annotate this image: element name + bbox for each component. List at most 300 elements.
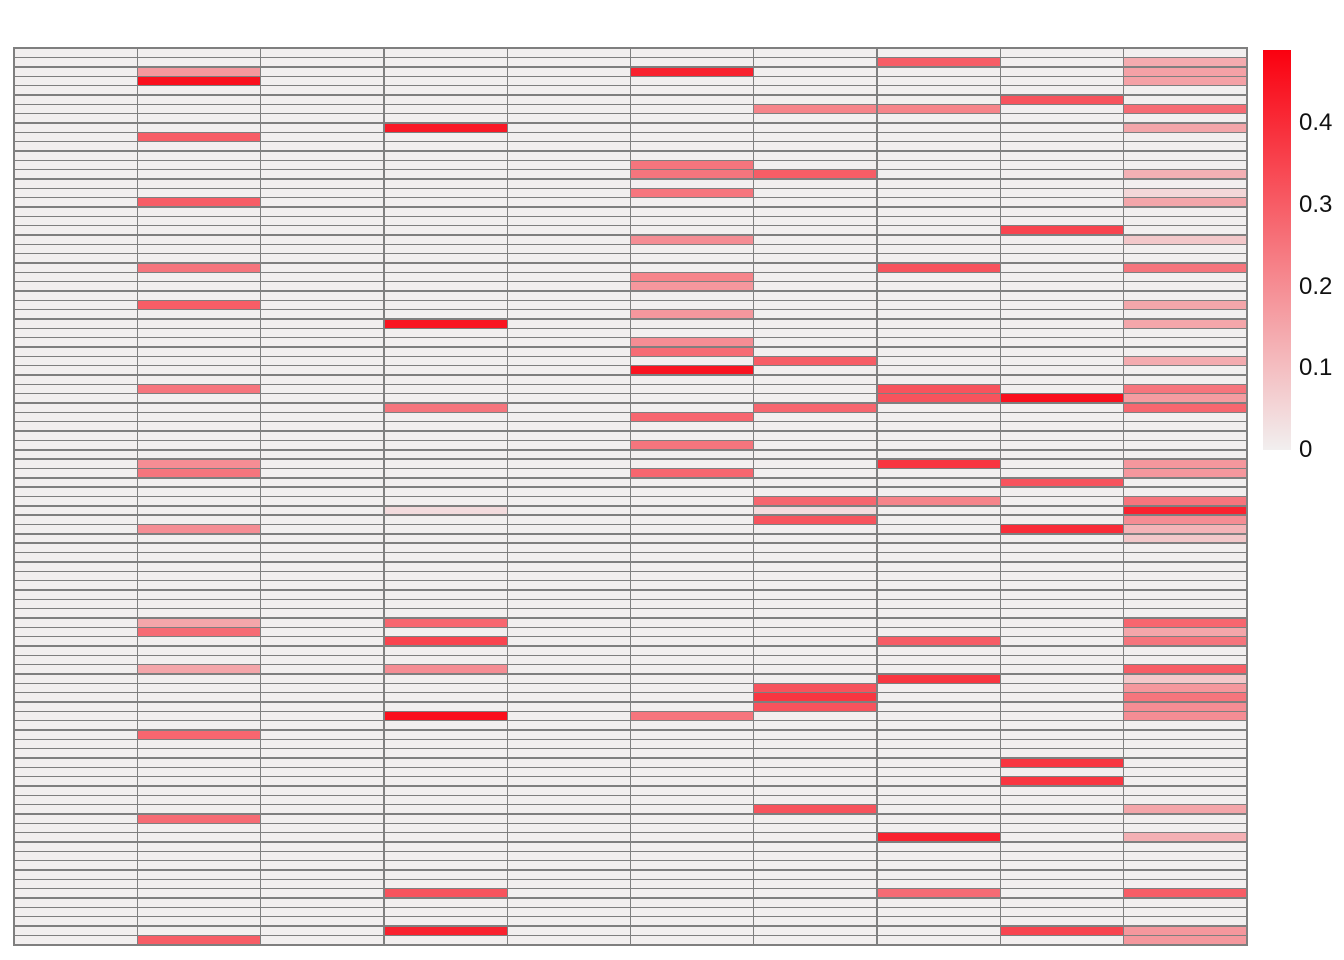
heatmap-cell	[754, 553, 876, 561]
heatmap-cell	[1001, 142, 1123, 150]
heatmap-cell	[385, 264, 507, 272]
heatmap-cell	[1124, 815, 1246, 823]
heatmap-cell	[385, 572, 507, 580]
heatmap-cell	[754, 815, 876, 823]
heatmap-cell	[138, 124, 260, 132]
heatmap-cell	[1001, 805, 1123, 813]
heatmap-cell	[1124, 226, 1246, 234]
heatmap-cell	[1001, 553, 1123, 561]
heatmap-cell	[631, 469, 753, 477]
heatmap-cell	[1001, 86, 1123, 94]
heatmap-cell	[878, 460, 1000, 468]
heatmap-cell	[631, 507, 753, 515]
heatmap-cell	[1001, 852, 1123, 860]
heatmap-cell	[15, 422, 137, 430]
heatmap-cell	[631, 68, 753, 76]
heatmap-cell	[261, 189, 383, 197]
heatmap-cell	[261, 684, 383, 692]
heatmap-cell	[1124, 180, 1246, 188]
heatmap-cell	[261, 86, 383, 94]
heatmap-cell	[385, 413, 507, 421]
heatmap-cell	[508, 553, 630, 561]
heatmap-cell	[261, 413, 383, 421]
heatmap-cell	[1124, 843, 1246, 851]
heatmap-cell	[631, 217, 753, 225]
heatmap-cell	[1001, 105, 1123, 113]
heatmap-cell	[385, 675, 507, 683]
heatmap-cell	[754, 768, 876, 776]
heatmap-cell	[138, 936, 260, 944]
heatmap-cell	[1001, 254, 1123, 262]
heatmap-cell	[754, 161, 876, 169]
heatmap-cell	[508, 572, 630, 580]
heatmap-cell	[1124, 376, 1246, 384]
heatmap-cell	[1124, 451, 1246, 459]
heatmap-cell	[385, 198, 507, 206]
heatmap-cell	[261, 161, 383, 169]
heatmap-cell	[878, 721, 1000, 729]
heatmap-cell	[754, 693, 876, 701]
heatmap-cell	[138, 385, 260, 393]
heatmap-cell	[1124, 637, 1246, 645]
heatmap-cell	[754, 96, 876, 104]
heatmap-cell	[261, 591, 383, 599]
heatmap-cell	[878, 254, 1000, 262]
colorbar	[1263, 50, 1291, 450]
heatmap-cell	[631, 310, 753, 318]
heatmap-cell	[261, 815, 383, 823]
heatmap-cell	[1001, 469, 1123, 477]
heatmap-cell	[1124, 497, 1246, 505]
heatmap-cell	[261, 609, 383, 617]
heatmap-cell	[1124, 628, 1246, 636]
heatmap-cell	[15, 619, 137, 627]
heatmap-cell	[15, 927, 137, 935]
heatmap-cell	[385, 852, 507, 860]
heatmap-cell	[15, 647, 137, 655]
heatmap-cell	[631, 58, 753, 66]
heatmap-cell	[138, 843, 260, 851]
heatmap-cell	[138, 581, 260, 589]
heatmap-cell	[1001, 292, 1123, 300]
heatmap-cell	[1001, 357, 1123, 365]
heatmap-cell	[15, 824, 137, 832]
heatmap-cell	[508, 917, 630, 925]
heatmap-cell	[631, 180, 753, 188]
heatmap-cell	[631, 703, 753, 711]
heatmap-cell	[878, 805, 1000, 813]
heatmap-cell	[1124, 721, 1246, 729]
heatmap-cell	[385, 142, 507, 150]
heatmap-cell	[508, 600, 630, 608]
heatmap-cell	[138, 675, 260, 683]
heatmap-cell	[1124, 805, 1246, 813]
heatmap-cell	[261, 871, 383, 879]
heatmap-cell	[754, 58, 876, 66]
heatmap-cell	[754, 899, 876, 907]
heatmap-cell	[754, 749, 876, 757]
heatmap-cell	[385, 563, 507, 571]
heatmap-cell	[508, 86, 630, 94]
heatmap-cell	[15, 712, 137, 720]
heatmap-cell	[15, 759, 137, 767]
heatmap-cell	[15, 58, 137, 66]
heatmap-cell	[508, 721, 630, 729]
heatmap-cell	[631, 796, 753, 804]
heatmap-cell	[261, 292, 383, 300]
heatmap-cell	[15, 254, 137, 262]
heatmap-cell	[261, 114, 383, 122]
heatmap-cell	[15, 721, 137, 729]
heatmap-cell	[754, 105, 876, 113]
heatmap-cell	[508, 357, 630, 365]
heatmap-cell	[138, 329, 260, 337]
heatmap-cell	[878, 525, 1000, 533]
heatmap-cell	[1124, 749, 1246, 757]
heatmap-cell	[15, 404, 137, 412]
heatmap-cell	[754, 348, 876, 356]
heatmap-cell	[631, 479, 753, 487]
heatmap-cell	[385, 712, 507, 720]
heatmap-cell	[508, 198, 630, 206]
heatmap-cell	[631, 609, 753, 617]
heatmap-cell	[878, 600, 1000, 608]
heatmap-cell	[878, 787, 1000, 795]
heatmap-cell	[1001, 544, 1123, 552]
heatmap-cell	[508, 394, 630, 402]
heatmap-cell	[15, 889, 137, 897]
heatmap-cell	[754, 49, 876, 57]
heatmap-cell	[261, 805, 383, 813]
heatmap-cell	[385, 170, 507, 178]
heatmap-cell	[754, 264, 876, 272]
heatmap-cell	[1124, 759, 1246, 767]
heatmap-cell	[261, 843, 383, 851]
heatmap-cell	[138, 366, 260, 374]
heatmap-cell	[631, 927, 753, 935]
heatmap-cell	[1124, 320, 1246, 328]
colorbar-tick-label: 0.1	[1299, 354, 1333, 382]
heatmap-cell	[878, 208, 1000, 216]
heatmap-cell	[385, 394, 507, 402]
heatmap-cell	[1001, 871, 1123, 879]
heatmap-cell	[385, 68, 507, 76]
heatmap-cell	[878, 815, 1000, 823]
heatmap-cell	[15, 843, 137, 851]
heatmap-cell	[1001, 77, 1123, 85]
heatmap-cell	[1124, 861, 1246, 869]
heatmap-cell	[878, 68, 1000, 76]
heatmap-cell	[15, 292, 137, 300]
heatmap-cell	[631, 226, 753, 234]
heatmap-cell	[631, 656, 753, 664]
heatmap-cell	[878, 133, 1000, 141]
heatmap-cell	[1001, 759, 1123, 767]
heatmap-cell	[138, 712, 260, 720]
heatmap-cell	[1001, 114, 1123, 122]
heatmap-cell	[385, 936, 507, 944]
heatmap-cell	[1124, 422, 1246, 430]
heatmap-cell	[1124, 385, 1246, 393]
heatmap-cell	[631, 161, 753, 169]
heatmap-cell	[1001, 721, 1123, 729]
heatmap-cell	[508, 422, 630, 430]
heatmap-cell	[385, 507, 507, 515]
heatmap-cell	[15, 170, 137, 178]
heatmap-cell	[385, 684, 507, 692]
heatmap-cell	[754, 852, 876, 860]
heatmap-cell	[1001, 507, 1123, 515]
heatmap-cell	[754, 927, 876, 935]
heatmap-cell	[261, 516, 383, 524]
heatmap-cell	[878, 180, 1000, 188]
heatmap-cell	[754, 861, 876, 869]
heatmap-cell	[15, 273, 137, 281]
heatmap-cell	[261, 833, 383, 841]
heatmap-cell	[261, 245, 383, 253]
heatmap-cell	[878, 413, 1000, 421]
heatmap-cell	[385, 245, 507, 253]
heatmap-cell	[1124, 908, 1246, 916]
heatmap-cell	[15, 572, 137, 580]
heatmap-cell	[261, 544, 383, 552]
heatmap-cell	[1124, 535, 1246, 543]
heatmap-cell	[138, 357, 260, 365]
heatmap-cell	[385, 703, 507, 711]
heatmap-cell	[1001, 824, 1123, 832]
heatmap-cell	[1001, 170, 1123, 178]
heatmap-cell	[754, 133, 876, 141]
heatmap-cell	[631, 563, 753, 571]
heatmap-cell	[754, 525, 876, 533]
heatmap-cell	[138, 77, 260, 85]
heatmap-cell	[261, 441, 383, 449]
heatmap-cell	[138, 768, 260, 776]
heatmap-cell	[508, 824, 630, 832]
heatmap-cell	[1124, 665, 1246, 673]
heatmap-cell	[631, 348, 753, 356]
heatmap-cell	[754, 581, 876, 589]
heatmap-cell	[261, 675, 383, 683]
heatmap-cell	[261, 124, 383, 132]
heatmap-cell	[1124, 432, 1246, 440]
heatmap-cell	[138, 553, 260, 561]
heatmap-cell	[631, 236, 753, 244]
heatmap-cell	[754, 516, 876, 524]
heatmap-cell	[138, 759, 260, 767]
heatmap-cell	[15, 796, 137, 804]
heatmap-cell	[754, 917, 876, 925]
heatmap-cell	[261, 469, 383, 477]
heatmap-cell	[1001, 516, 1123, 524]
heatmap-cell	[754, 908, 876, 916]
heatmap-cell	[631, 768, 753, 776]
heatmap-cell	[261, 460, 383, 468]
heatmap-cell	[754, 254, 876, 262]
heatmap-cell	[1124, 553, 1246, 561]
heatmap-cell	[1124, 152, 1246, 160]
heatmap-cell	[385, 254, 507, 262]
heatmap-cell	[754, 609, 876, 617]
heatmap-cell	[15, 320, 137, 328]
heatmap-cell	[15, 768, 137, 776]
heatmap-cell	[15, 86, 137, 94]
heatmap-cell	[1124, 170, 1246, 178]
heatmap-cell	[1124, 142, 1246, 150]
heatmap-cell	[261, 77, 383, 85]
heatmap-cell	[508, 301, 630, 309]
heatmap-cell	[261, 422, 383, 430]
heatmap-cell	[1001, 740, 1123, 748]
heatmap-cell	[138, 535, 260, 543]
heatmap-cell	[261, 759, 383, 767]
heatmap-cell	[261, 170, 383, 178]
heatmap-cell	[138, 441, 260, 449]
heatmap-cell	[1124, 189, 1246, 197]
heatmap-cell	[1124, 338, 1246, 346]
heatmap-cell	[754, 675, 876, 683]
heatmap-cell	[261, 338, 383, 346]
heatmap-cell	[15, 432, 137, 440]
heatmap-cell	[385, 114, 507, 122]
heatmap-cell	[15, 908, 137, 916]
heatmap-cell	[631, 936, 753, 944]
heatmap-cell	[385, 553, 507, 561]
heatmap-cell	[138, 105, 260, 113]
heatmap-cell	[878, 217, 1000, 225]
heatmap-cell	[385, 432, 507, 440]
heatmap-cell	[15, 628, 137, 636]
heatmap-cell	[631, 899, 753, 907]
heatmap-cell	[15, 310, 137, 318]
heatmap-cell	[754, 805, 876, 813]
heatmap-cell	[138, 908, 260, 916]
heatmap-cell	[631, 805, 753, 813]
heatmap-cell	[754, 329, 876, 337]
heatmap-cell	[15, 899, 137, 907]
heatmap-cell	[631, 254, 753, 262]
heatmap-cell	[508, 497, 630, 505]
heatmap-cell	[631, 451, 753, 459]
heatmap-cell	[878, 871, 1000, 879]
heatmap-cell	[1001, 787, 1123, 795]
heatmap-cell	[15, 180, 137, 188]
heatmap-cell	[508, 105, 630, 113]
heatmap-cell	[261, 385, 383, 393]
heatmap-cell	[261, 637, 383, 645]
heatmap-cell	[631, 329, 753, 337]
heatmap-cell	[261, 68, 383, 76]
heatmap-cell	[1001, 273, 1123, 281]
heatmap-cell	[631, 86, 753, 94]
heatmap-cell	[1001, 600, 1123, 608]
heatmap-cell	[508, 451, 630, 459]
heatmap-cell	[15, 198, 137, 206]
heatmap-grid	[13, 47, 1248, 946]
heatmap-cell	[631, 843, 753, 851]
heatmap-cell	[754, 600, 876, 608]
heatmap-cell	[878, 432, 1000, 440]
heatmap-cell	[1001, 749, 1123, 757]
heatmap-cell	[385, 581, 507, 589]
heatmap-cell	[878, 376, 1000, 384]
heatmap-cell	[508, 563, 630, 571]
heatmap-cell	[1001, 152, 1123, 160]
heatmap-cell	[508, 273, 630, 281]
heatmap-cell	[15, 553, 137, 561]
heatmap-cell	[15, 385, 137, 393]
heatmap-cell	[631, 357, 753, 365]
heatmap-cell	[631, 721, 753, 729]
heatmap-cell	[508, 843, 630, 851]
heatmap-cell	[508, 488, 630, 496]
heatmap-cell	[754, 843, 876, 851]
heatmap-cell	[1124, 591, 1246, 599]
heatmap-cell	[754, 777, 876, 785]
heatmap-cell	[754, 880, 876, 888]
heatmap-cell	[385, 908, 507, 916]
heatmap-cell	[138, 217, 260, 225]
heatmap-cell	[15, 469, 137, 477]
heatmap-cell	[1124, 161, 1246, 169]
heatmap-cell	[385, 460, 507, 468]
heatmap-cell	[138, 320, 260, 328]
heatmap-cell	[1001, 591, 1123, 599]
heatmap-cell	[754, 142, 876, 150]
heatmap-cell	[754, 833, 876, 841]
heatmap-cell	[15, 516, 137, 524]
heatmap-cell	[1124, 217, 1246, 225]
heatmap-cell	[508, 469, 630, 477]
heatmap-cell	[754, 376, 876, 384]
heatmap-cell	[508, 292, 630, 300]
heatmap-cell	[138, 516, 260, 524]
heatmap-cell	[1124, 357, 1246, 365]
heatmap-cell	[15, 114, 137, 122]
heatmap-cell	[754, 824, 876, 832]
heatmap-cell	[631, 824, 753, 832]
heatmap-cell	[754, 366, 876, 374]
heatmap-cell	[508, 899, 630, 907]
heatmap-cell	[15, 637, 137, 645]
heatmap-cell	[631, 376, 753, 384]
heatmap-cell	[754, 619, 876, 627]
heatmap-cell	[1001, 497, 1123, 505]
heatmap-cell	[754, 152, 876, 160]
heatmap-cell	[878, 338, 1000, 346]
heatmap-cell	[15, 348, 137, 356]
heatmap-cell	[1124, 936, 1246, 944]
heatmap-cell	[138, 647, 260, 655]
heatmap-cell	[1124, 413, 1246, 421]
heatmap-cell	[1001, 628, 1123, 636]
heatmap-cell	[15, 189, 137, 197]
heatmap-cell	[15, 675, 137, 683]
heatmap-cell	[878, 394, 1000, 402]
heatmap-cell	[385, 740, 507, 748]
heatmap-cell	[385, 479, 507, 487]
heatmap-cell	[385, 833, 507, 841]
heatmap-cell	[1124, 329, 1246, 337]
heatmap-cell	[15, 282, 137, 290]
heatmap-cell	[1124, 133, 1246, 141]
heatmap-cell	[15, 740, 137, 748]
heatmap-cell	[1124, 647, 1246, 655]
heatmap-cell	[138, 198, 260, 206]
heatmap-cell	[631, 404, 753, 412]
heatmap-cell	[15, 777, 137, 785]
heatmap-cell	[15, 563, 137, 571]
